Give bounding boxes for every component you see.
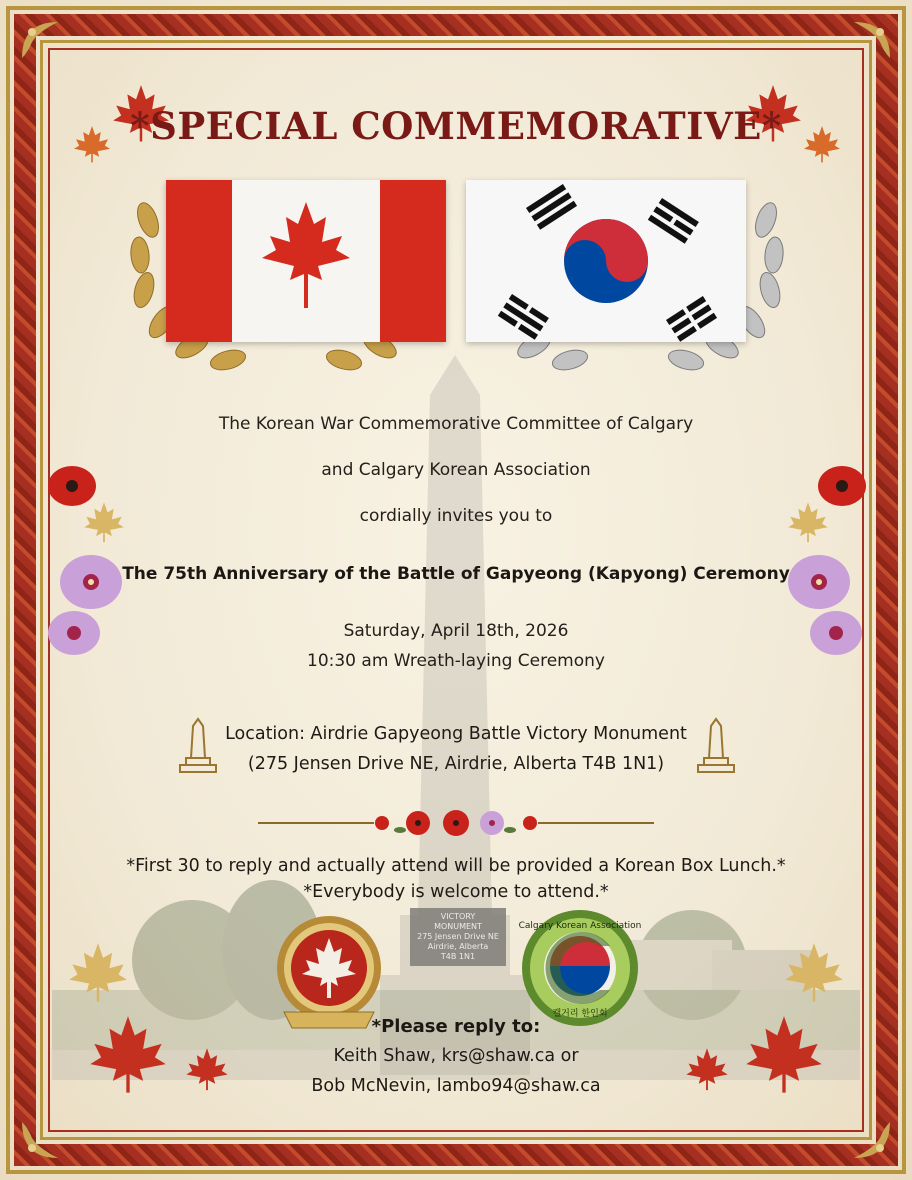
plaque-line-4: Airdrie, Alberta xyxy=(427,942,489,951)
badge-text-bottom: 캘거리 한인회 xyxy=(552,1009,608,1019)
maple-leaf-icon xyxy=(66,940,130,1004)
page-title: *SPECIAL COMMEMORATIVE* xyxy=(130,104,782,148)
maple-leaf-icon xyxy=(782,940,846,1004)
corner-flourish-icon xyxy=(850,1118,894,1162)
plaque-line-5: T4B 1N1 xyxy=(440,952,476,961)
welcome-note: *Everybody is welcome to attend.* xyxy=(303,882,609,902)
event-name: The 75th Anniversary of the Battle of Gapyeong (Kapyong) Ceremony xyxy=(122,564,790,584)
location-line-2: (275 Jensen Drive NE, Airdrie, Alberta T4B 1N1) xyxy=(247,754,665,774)
invite-line: cordially invites you to xyxy=(359,506,553,526)
canada-flag-icon xyxy=(166,180,446,342)
plaque-line-1: VICTORY xyxy=(440,912,476,921)
korea-flag-icon xyxy=(466,180,746,342)
location-line-1: Location: Airdrie Gapyeong Battle Victory Monument xyxy=(225,724,687,744)
event-time: 10:30 am Wreath-laying Ceremony xyxy=(307,651,605,671)
badge-text-top: Calgary Korean Association xyxy=(518,921,642,931)
plaque-line-2: MONUMENT xyxy=(434,922,482,931)
reply-heading: *Please reply to: xyxy=(371,1016,541,1037)
plaque-line-3: 275 Jensen Drive NE xyxy=(417,932,499,941)
box-lunch-note: *First 30 to reply and actually attend will be provided a Korean Box Lunch.* xyxy=(126,856,786,876)
monument-icon xyxy=(696,716,736,774)
reply-contact-1: Keith Shaw, krs@shaw.ca or xyxy=(333,1046,579,1066)
corner-flourish-icon xyxy=(18,1118,62,1162)
monument-plaque xyxy=(410,908,506,966)
corner-flourish-icon xyxy=(850,18,894,62)
calgary-korean-association-badge xyxy=(518,906,642,1030)
monument-icon xyxy=(178,716,218,774)
event-date: Saturday, April 18th, 2026 xyxy=(343,621,569,641)
corner-flourish-icon xyxy=(18,18,62,62)
host-line-1: The Korean War Commemorative Committee of Calgary xyxy=(218,414,694,434)
reply-contact-2: Bob McNevin, lambo94@shaw.ca xyxy=(311,1076,601,1096)
poppy-divider xyxy=(258,808,654,838)
host-line-2: and Calgary Korean Association xyxy=(321,460,591,480)
